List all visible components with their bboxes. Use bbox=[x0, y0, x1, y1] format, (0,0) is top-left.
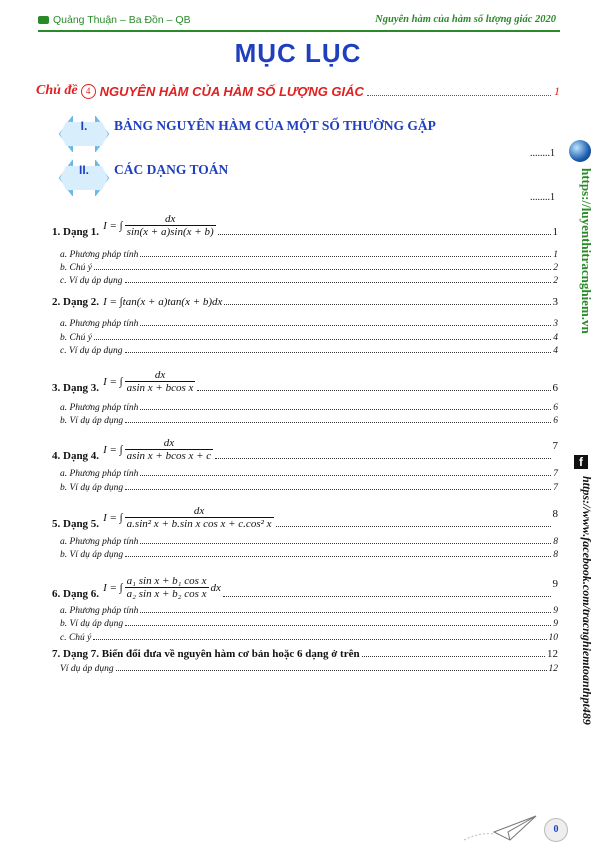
formula-prefix: I = ∫ bbox=[103, 296, 123, 308]
formula bbox=[103, 213, 216, 238]
page-number: 6 bbox=[552, 382, 558, 394]
subentry-label: a. Phương pháp tính bbox=[60, 319, 139, 329]
toc-subentry[interactable] bbox=[60, 619, 558, 629]
header-divider bbox=[38, 30, 560, 32]
formula-prefix: I = ∫ bbox=[103, 219, 123, 232]
formula bbox=[103, 505, 273, 530]
toc-entry-dang-2[interactable] bbox=[52, 296, 558, 308]
page-number: 8 bbox=[553, 537, 558, 547]
leader-dots bbox=[276, 526, 551, 527]
subentry-label: b. Ví dụ áp dụng bbox=[60, 416, 124, 426]
formula-body: tan(x + a)tan(x + b)dx bbox=[122, 296, 223, 308]
subentry-label: a. Phương pháp tính bbox=[60, 250, 139, 260]
dang-label: 5. Dạng 5. bbox=[52, 518, 100, 530]
toc-subentry[interactable] bbox=[60, 346, 558, 356]
page-number: 12 bbox=[548, 664, 558, 674]
page-number: 9 bbox=[552, 578, 558, 590]
website-link[interactable]: https://luyenthitracnghiem.vn bbox=[579, 168, 594, 334]
page-number: 4 bbox=[553, 333, 558, 343]
subentry-label: b. Chú ý bbox=[60, 333, 92, 343]
page-number: 7 bbox=[552, 440, 558, 452]
formula-prefix: I = ∫ bbox=[103, 581, 123, 594]
leader-dots bbox=[116, 670, 547, 671]
leader-dots bbox=[125, 489, 551, 490]
page-number: 8 bbox=[553, 550, 558, 560]
facebook-icon: f bbox=[574, 455, 588, 469]
leader-dots bbox=[94, 339, 551, 340]
leader-dots bbox=[140, 612, 551, 613]
leader-dots bbox=[197, 390, 550, 391]
dang-label: 4. Dạng 4. bbox=[52, 450, 100, 462]
section-1-page bbox=[530, 148, 555, 159]
page-number: 2 bbox=[553, 263, 558, 273]
toc-entry-dang-7[interactable] bbox=[52, 648, 558, 660]
leader-dots bbox=[218, 234, 551, 235]
facebook-link[interactable]: https://www.facebook.com/tracnghiemtoanthpt489 bbox=[580, 476, 594, 725]
leader-dots bbox=[140, 256, 551, 257]
paper-plane-icon bbox=[460, 810, 540, 846]
leader-dots bbox=[140, 475, 551, 476]
formula-denominator: asin x + bcos x + c bbox=[126, 450, 212, 462]
leader-dots bbox=[367, 95, 551, 96]
page-number: 9 bbox=[553, 619, 558, 629]
toc-subentry[interactable] bbox=[60, 250, 558, 260]
page-number: 6 bbox=[553, 416, 558, 426]
formula-numerator: dx bbox=[193, 505, 205, 517]
toc-entry-dang-6[interactable] bbox=[52, 566, 558, 600]
chude-text: NGUYÊN HÀM CỦA HÀM SỐ LƯỢNG GIÁC bbox=[99, 84, 364, 99]
subentry-label: a. Phương pháp tính bbox=[60, 537, 139, 547]
dang-label: 6. Dạng 6. bbox=[52, 588, 100, 600]
toc-subentry[interactable] bbox=[60, 664, 558, 674]
leader-dots bbox=[125, 282, 552, 283]
page-number-badge: 0 bbox=[544, 818, 568, 842]
formula bbox=[103, 296, 222, 308]
subentry-label: Ví dụ áp dụng bbox=[60, 664, 114, 674]
page-number: 10 bbox=[548, 633, 558, 643]
leader-dots bbox=[140, 543, 551, 544]
leader-dots bbox=[93, 639, 546, 640]
page-number: 6 bbox=[553, 403, 558, 413]
toc-entry-dang-4[interactable] bbox=[52, 430, 558, 462]
subentry-label: a. Phương pháp tính bbox=[60, 469, 139, 479]
toc-subentry[interactable] bbox=[60, 550, 558, 560]
page-number: 7 bbox=[553, 469, 558, 479]
formula bbox=[103, 369, 195, 394]
leader-dots: ........ bbox=[530, 148, 550, 159]
formula-denominator: sin(x + a)sin(x + b) bbox=[126, 226, 214, 238]
subentry-label: b. Chú ý bbox=[60, 263, 92, 273]
formula-denominator: a.sin² x + b.sin x cos x + c.cos² x bbox=[126, 518, 272, 530]
leader-dots bbox=[94, 269, 551, 270]
section-1[interactable] bbox=[62, 118, 436, 134]
leader-dots bbox=[215, 458, 550, 459]
page-number: 1 bbox=[550, 192, 555, 203]
subentry-label: a. Phương pháp tính bbox=[60, 606, 139, 616]
subentry-label: c. Ví dụ áp dụng bbox=[60, 346, 123, 356]
page-number: 1 bbox=[552, 226, 558, 238]
globe-icon bbox=[569, 140, 591, 162]
header-left bbox=[38, 14, 191, 26]
toc-entry-dang-1[interactable] bbox=[52, 208, 558, 238]
page-number: 8 bbox=[552, 508, 558, 520]
toc-subentry[interactable] bbox=[60, 319, 558, 329]
toc-subentry[interactable] bbox=[60, 469, 558, 479]
formula-tail: dx bbox=[210, 581, 221, 594]
chude-row[interactable] bbox=[36, 83, 560, 99]
toc-subentry[interactable] bbox=[60, 416, 558, 426]
page-number: 2 bbox=[553, 276, 558, 286]
leader-dots bbox=[140, 325, 551, 326]
page-number: 1 bbox=[550, 148, 555, 159]
page-number: 3 bbox=[553, 319, 558, 329]
leader-dots bbox=[140, 409, 551, 410]
subentry-label: a. Phương pháp tính bbox=[60, 403, 139, 413]
leader-dots bbox=[125, 556, 551, 557]
section-2[interactable] bbox=[62, 162, 228, 178]
section-2-page bbox=[530, 192, 555, 203]
leader-dots bbox=[125, 422, 551, 423]
page-number: 1 bbox=[553, 250, 558, 260]
subentry-label: b. Ví dụ áp dụng bbox=[60, 619, 124, 629]
formula bbox=[103, 437, 213, 462]
dang-label: 3. Dạng 3. bbox=[52, 382, 100, 394]
leader-dots bbox=[125, 352, 552, 353]
leader-dots: ........ bbox=[530, 192, 550, 203]
formula-numerator: dx bbox=[154, 369, 166, 381]
toc-subentry[interactable] bbox=[60, 333, 558, 343]
chude-page: 1 bbox=[554, 84, 560, 98]
page-title: MỤC LỤC bbox=[234, 38, 362, 68]
toc-subentry[interactable] bbox=[60, 633, 558, 643]
formula-prefix: I = ∫ bbox=[103, 511, 123, 524]
subentry-label: b. Ví dụ áp dụng bbox=[60, 483, 124, 493]
subentry-label: b. Ví dụ áp dụng bbox=[60, 550, 124, 560]
bus-icon bbox=[38, 16, 49, 24]
header-left-text: Quảng Thuận – Ba Đồn – QB bbox=[53, 14, 191, 26]
leader-dots bbox=[224, 304, 550, 305]
toc-subentry[interactable] bbox=[60, 606, 558, 616]
subentry-label: c. Ví dụ áp dụng bbox=[60, 276, 123, 286]
page-number: 9 bbox=[553, 606, 558, 616]
dang-label: 7. Dạng 7. Biến đổi đưa về nguyên hàm cơ bản hoặc 6 dạng ở trên bbox=[52, 648, 360, 660]
toc-subentry[interactable] bbox=[60, 263, 558, 273]
formula-denominator: a₂ sin x + b₂ cos x bbox=[126, 588, 207, 600]
page-number: 4 bbox=[553, 346, 558, 356]
formula-prefix: I = ∫ bbox=[103, 443, 123, 456]
toc-subentry[interactable] bbox=[60, 483, 558, 493]
formula bbox=[103, 575, 221, 600]
section-number: II. bbox=[78, 163, 89, 177]
section-title: BẢNG NGUYÊN HÀM CỦA MỘT SỐ THƯỜNG GẶP bbox=[114, 118, 436, 133]
formula-numerator: dx bbox=[164, 213, 176, 225]
subentry-label: c. Chú ý bbox=[60, 633, 92, 643]
toc-entry-dang-5[interactable] bbox=[52, 498, 558, 530]
section-title: CÁC DẠNG TOÁN bbox=[114, 162, 229, 177]
page-number: 12 bbox=[547, 648, 558, 660]
leader-dots bbox=[223, 596, 551, 597]
chude-label: Chủ đề bbox=[36, 83, 78, 98]
toc-subentry[interactable] bbox=[60, 537, 558, 547]
formula-denominator: asin x + bcos x bbox=[126, 382, 194, 394]
circled-number: 4 bbox=[81, 84, 96, 99]
header-right: Nguyên hàm của hàm số lượng giác 2020 bbox=[375, 14, 556, 25]
formula-prefix: I = ∫ bbox=[103, 375, 123, 388]
page-number: 7 bbox=[553, 483, 558, 493]
toc-subentry[interactable] bbox=[60, 403, 558, 413]
formula-numerator: a₁ sin x + b₁ cos x bbox=[126, 575, 207, 587]
dang-label: 1. Dạng 1. bbox=[52, 226, 100, 238]
toc-subentry[interactable] bbox=[60, 276, 558, 286]
leader-dots bbox=[125, 625, 551, 626]
formula-numerator: dx bbox=[163, 437, 175, 449]
section-number: I. bbox=[80, 119, 88, 133]
page-number: 3 bbox=[552, 296, 558, 308]
toc-entry-dang-3[interactable] bbox=[52, 364, 558, 394]
leader-dots bbox=[362, 656, 545, 657]
dang-label: 2. Dạng 2. bbox=[52, 296, 100, 308]
